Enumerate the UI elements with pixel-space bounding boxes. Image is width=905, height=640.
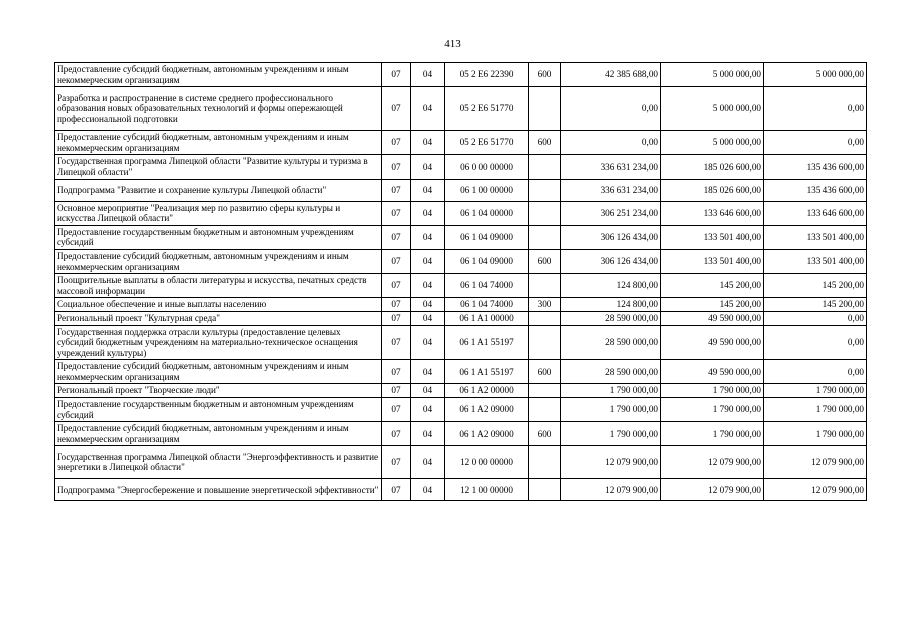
amount-year-1: 336 631 234,00	[561, 155, 661, 179]
row-name: Социальное обеспечение и иные выплаты населению	[55, 298, 382, 312]
section-code: 07	[382, 446, 411, 479]
expense-type-code	[529, 325, 561, 360]
target-article-code: 06 1 04 09000	[445, 225, 529, 249]
amount-year-1: 28 590 000,00	[561, 325, 661, 360]
amount-year-2: 185 026 600,00	[661, 179, 764, 201]
expense-type-code	[529, 479, 561, 501]
amount-year-1: 42 385 688,00	[561, 63, 661, 87]
section-code: 07	[382, 249, 411, 273]
target-article-code: 06 1 00 00000	[445, 179, 529, 201]
target-article-code: 06 1 A2 00000	[445, 384, 529, 398]
subsection-code: 04	[411, 298, 445, 312]
amount-year-1: 306 251 234,00	[561, 201, 661, 225]
amount-year-3: 145 200,00	[764, 274, 867, 298]
expense-type-code	[529, 384, 561, 398]
subsection-code: 04	[411, 398, 445, 422]
amount-year-3: 135 436 600,00	[764, 179, 867, 201]
table-row	[55, 155, 867, 179]
expense-type-code	[529, 179, 561, 201]
expense-type-code: 300	[529, 298, 561, 312]
amount-year-1: 28 590 000,00	[561, 311, 661, 325]
table-row	[55, 325, 867, 360]
expense-type-code	[529, 87, 561, 131]
amount-year-2: 12 079 900,00	[661, 479, 764, 501]
amount-year-2: 1 790 000,00	[661, 384, 764, 398]
row-name: Поощрительные выплаты в области литературы и искусства, печатных средств массовой информации	[55, 274, 382, 298]
table-row	[55, 274, 867, 298]
target-article-code: 06 1 A1 55197	[445, 360, 529, 384]
amount-year-3: 133 646 600,00	[764, 201, 867, 225]
target-article-code: 05 2 E6 51770	[445, 131, 529, 155]
section-code: 07	[382, 325, 411, 360]
table-row	[55, 398, 867, 422]
subsection-code: 04	[411, 63, 445, 87]
amount-year-3: 133 501 400,00	[764, 249, 867, 273]
amount-year-3: 0,00	[764, 325, 867, 360]
table-row	[55, 131, 867, 155]
subsection-code: 04	[411, 311, 445, 325]
table-row	[55, 87, 867, 131]
table-row	[55, 446, 867, 479]
amount-year-2: 133 501 400,00	[661, 225, 764, 249]
amount-year-2: 133 646 600,00	[661, 201, 764, 225]
subsection-code: 04	[411, 201, 445, 225]
amount-year-1: 0,00	[561, 87, 661, 131]
amount-year-3: 0,00	[764, 311, 867, 325]
amount-year-1: 12 079 900,00	[561, 446, 661, 479]
subsection-code: 04	[411, 325, 445, 360]
table-row	[55, 360, 867, 384]
table-row	[55, 63, 867, 87]
amount-year-1: 336 631 234,00	[561, 179, 661, 201]
row-name: Предоставление субсидий бюджетным, автономным учреждениям и иным некоммерческим организациям	[55, 249, 382, 273]
row-name: Государственная программа Липецкой области "Энергоэффективность и развитие энергетики в Липецкой области"	[55, 446, 382, 479]
table-body	[55, 63, 867, 501]
subsection-code: 04	[411, 446, 445, 479]
target-article-code: 12 1 00 00000	[445, 479, 529, 501]
subsection-code: 04	[411, 384, 445, 398]
expense-type-code: 600	[529, 131, 561, 155]
amount-year-3: 135 436 600,00	[764, 155, 867, 179]
section-code: 07	[382, 384, 411, 398]
target-article-code: 06 1 04 09000	[445, 249, 529, 273]
row-name: Региональный проект "Культурная среда"	[55, 311, 382, 325]
target-article-code: 06 1 04 00000	[445, 201, 529, 225]
subsection-code: 04	[411, 422, 445, 446]
subsection-code: 04	[411, 479, 445, 501]
amount-year-1: 1 790 000,00	[561, 422, 661, 446]
row-name: Предоставление государственным бюджетным и автономным учреждениям субсидий	[55, 398, 382, 422]
section-code: 07	[382, 298, 411, 312]
target-article-code: 05 2 E6 51770	[445, 87, 529, 131]
subsection-code: 04	[411, 360, 445, 384]
section-code: 07	[382, 131, 411, 155]
expense-type-code	[529, 274, 561, 298]
amount-year-1: 306 126 434,00	[561, 225, 661, 249]
row-name: Государственная поддержка отрасли культуры (предоставление целевых субсидий бюджетным учреждениям на материально-техническое оснащения учреждений культуры)	[55, 325, 382, 360]
amount-year-2: 145 200,00	[661, 274, 764, 298]
section-code: 07	[382, 87, 411, 131]
amount-year-1: 1 790 000,00	[561, 384, 661, 398]
amount-year-3: 0,00	[764, 87, 867, 131]
table-row	[55, 384, 867, 398]
expense-type-code	[529, 311, 561, 325]
table-row	[55, 422, 867, 446]
section-code: 07	[382, 360, 411, 384]
amount-year-2: 49 590 000,00	[661, 311, 764, 325]
section-code: 07	[382, 225, 411, 249]
row-name: Предоставление субсидий бюджетным, автономным учреждениям и иным некоммерческим организациям	[55, 422, 382, 446]
expense-type-code	[529, 225, 561, 249]
section-code: 07	[382, 479, 411, 501]
table-row	[55, 225, 867, 249]
target-article-code: 06 1 A1 00000	[445, 311, 529, 325]
row-name: Региональный проект "Творческие люди"	[55, 384, 382, 398]
row-name: Подпрограмма "Энергосбережение и повышение энергетической эффективности"	[55, 479, 382, 501]
expense-type-code: 600	[529, 422, 561, 446]
amount-year-3: 145 200,00	[764, 298, 867, 312]
section-code: 07	[382, 311, 411, 325]
budget-table	[54, 62, 867, 501]
expense-type-code	[529, 155, 561, 179]
expense-type-code	[529, 201, 561, 225]
row-name: Подпрограмма "Развитие и сохранение культуры Липецкой области"	[55, 179, 382, 201]
row-name: Предоставление государственным бюджетным и автономным учреждениям субсидий	[55, 225, 382, 249]
table-row	[55, 311, 867, 325]
expense-type-code: 600	[529, 360, 561, 384]
amount-year-1: 1 790 000,00	[561, 398, 661, 422]
amount-year-2: 145 200,00	[661, 298, 764, 312]
amount-year-2: 133 501 400,00	[661, 249, 764, 273]
expense-type-code: 600	[529, 63, 561, 87]
target-article-code: 05 2 E6 22390	[445, 63, 529, 87]
expense-type-code	[529, 446, 561, 479]
amount-year-2: 185 026 600,00	[661, 155, 764, 179]
amount-year-3: 1 790 000,00	[764, 422, 867, 446]
amount-year-3: 133 501 400,00	[764, 225, 867, 249]
row-name: Государственная программа Липецкой области "Развитие культуры и туризма в Липецкой области"	[55, 155, 382, 179]
target-article-code: 06 1 04 74000	[445, 274, 529, 298]
amount-year-1: 306 126 434,00	[561, 249, 661, 273]
section-code: 07	[382, 274, 411, 298]
table-row	[55, 298, 867, 312]
target-article-code: 12 0 00 00000	[445, 446, 529, 479]
amount-year-2: 49 590 000,00	[661, 360, 764, 384]
row-name: Разработка и распространение в системе среднего профессионального образования новых образовательных технологий и формы опережающей профессиональной подготовки	[55, 87, 382, 131]
amount-year-3: 12 079 900,00	[764, 479, 867, 501]
row-name: Предоставление субсидий бюджетным, автономным учреждениям и иным некоммерческим организациям	[55, 63, 382, 87]
subsection-code: 04	[411, 249, 445, 273]
target-article-code: 06 0 00 00000	[445, 155, 529, 179]
amount-year-2: 49 590 000,00	[661, 325, 764, 360]
expense-type-code: 600	[529, 249, 561, 273]
amount-year-2: 5 000 000,00	[661, 63, 764, 87]
row-name: Предоставление субсидий бюджетным, автономным учреждениям и иным некоммерческим организациям	[55, 131, 382, 155]
amount-year-1: 0,00	[561, 131, 661, 155]
amount-year-2: 12 079 900,00	[661, 446, 764, 479]
subsection-code: 04	[411, 155, 445, 179]
amount-year-2: 1 790 000,00	[661, 398, 764, 422]
amount-year-2: 5 000 000,00	[661, 131, 764, 155]
table-row	[55, 249, 867, 273]
section-code: 07	[382, 179, 411, 201]
amount-year-1: 124 800,00	[561, 274, 661, 298]
subsection-code: 04	[411, 274, 445, 298]
row-name: Предоставление субсидий бюджетным, автономным учреждениям и иным некоммерческим организациям	[55, 360, 382, 384]
target-article-code: 06 1 A1 55197	[445, 325, 529, 360]
target-article-code: 06 1 A2 09000	[445, 422, 529, 446]
subsection-code: 04	[411, 87, 445, 131]
amount-year-3: 1 790 000,00	[764, 398, 867, 422]
target-article-code: 06 1 04 74000	[445, 298, 529, 312]
section-code: 07	[382, 63, 411, 87]
subsection-code: 04	[411, 225, 445, 249]
target-article-code: 06 1 A2 09000	[445, 398, 529, 422]
amount-year-3: 0,00	[764, 360, 867, 384]
amount-year-1: 28 590 000,00	[561, 360, 661, 384]
section-code: 07	[382, 422, 411, 446]
row-name: Основное мероприятие "Реализация мер по развитию сферы культуры и искусства Липецкой области"	[55, 201, 382, 225]
amount-year-3: 12 079 900,00	[764, 446, 867, 479]
expense-type-code	[529, 398, 561, 422]
section-code: 07	[382, 155, 411, 179]
amount-year-2: 5 000 000,00	[661, 87, 764, 131]
page-number: 413	[444, 38, 461, 50]
section-code: 07	[382, 398, 411, 422]
amount-year-3: 0,00	[764, 131, 867, 155]
amount-year-3: 1 790 000,00	[764, 384, 867, 398]
table-row	[55, 201, 867, 225]
table-row	[55, 479, 867, 501]
amount-year-3: 5 000 000,00	[764, 63, 867, 87]
amount-year-1: 12 079 900,00	[561, 479, 661, 501]
amount-year-2: 1 790 000,00	[661, 422, 764, 446]
subsection-code: 04	[411, 179, 445, 201]
section-code: 07	[382, 201, 411, 225]
table-row	[55, 179, 867, 201]
amount-year-1: 124 800,00	[561, 298, 661, 312]
subsection-code: 04	[411, 131, 445, 155]
